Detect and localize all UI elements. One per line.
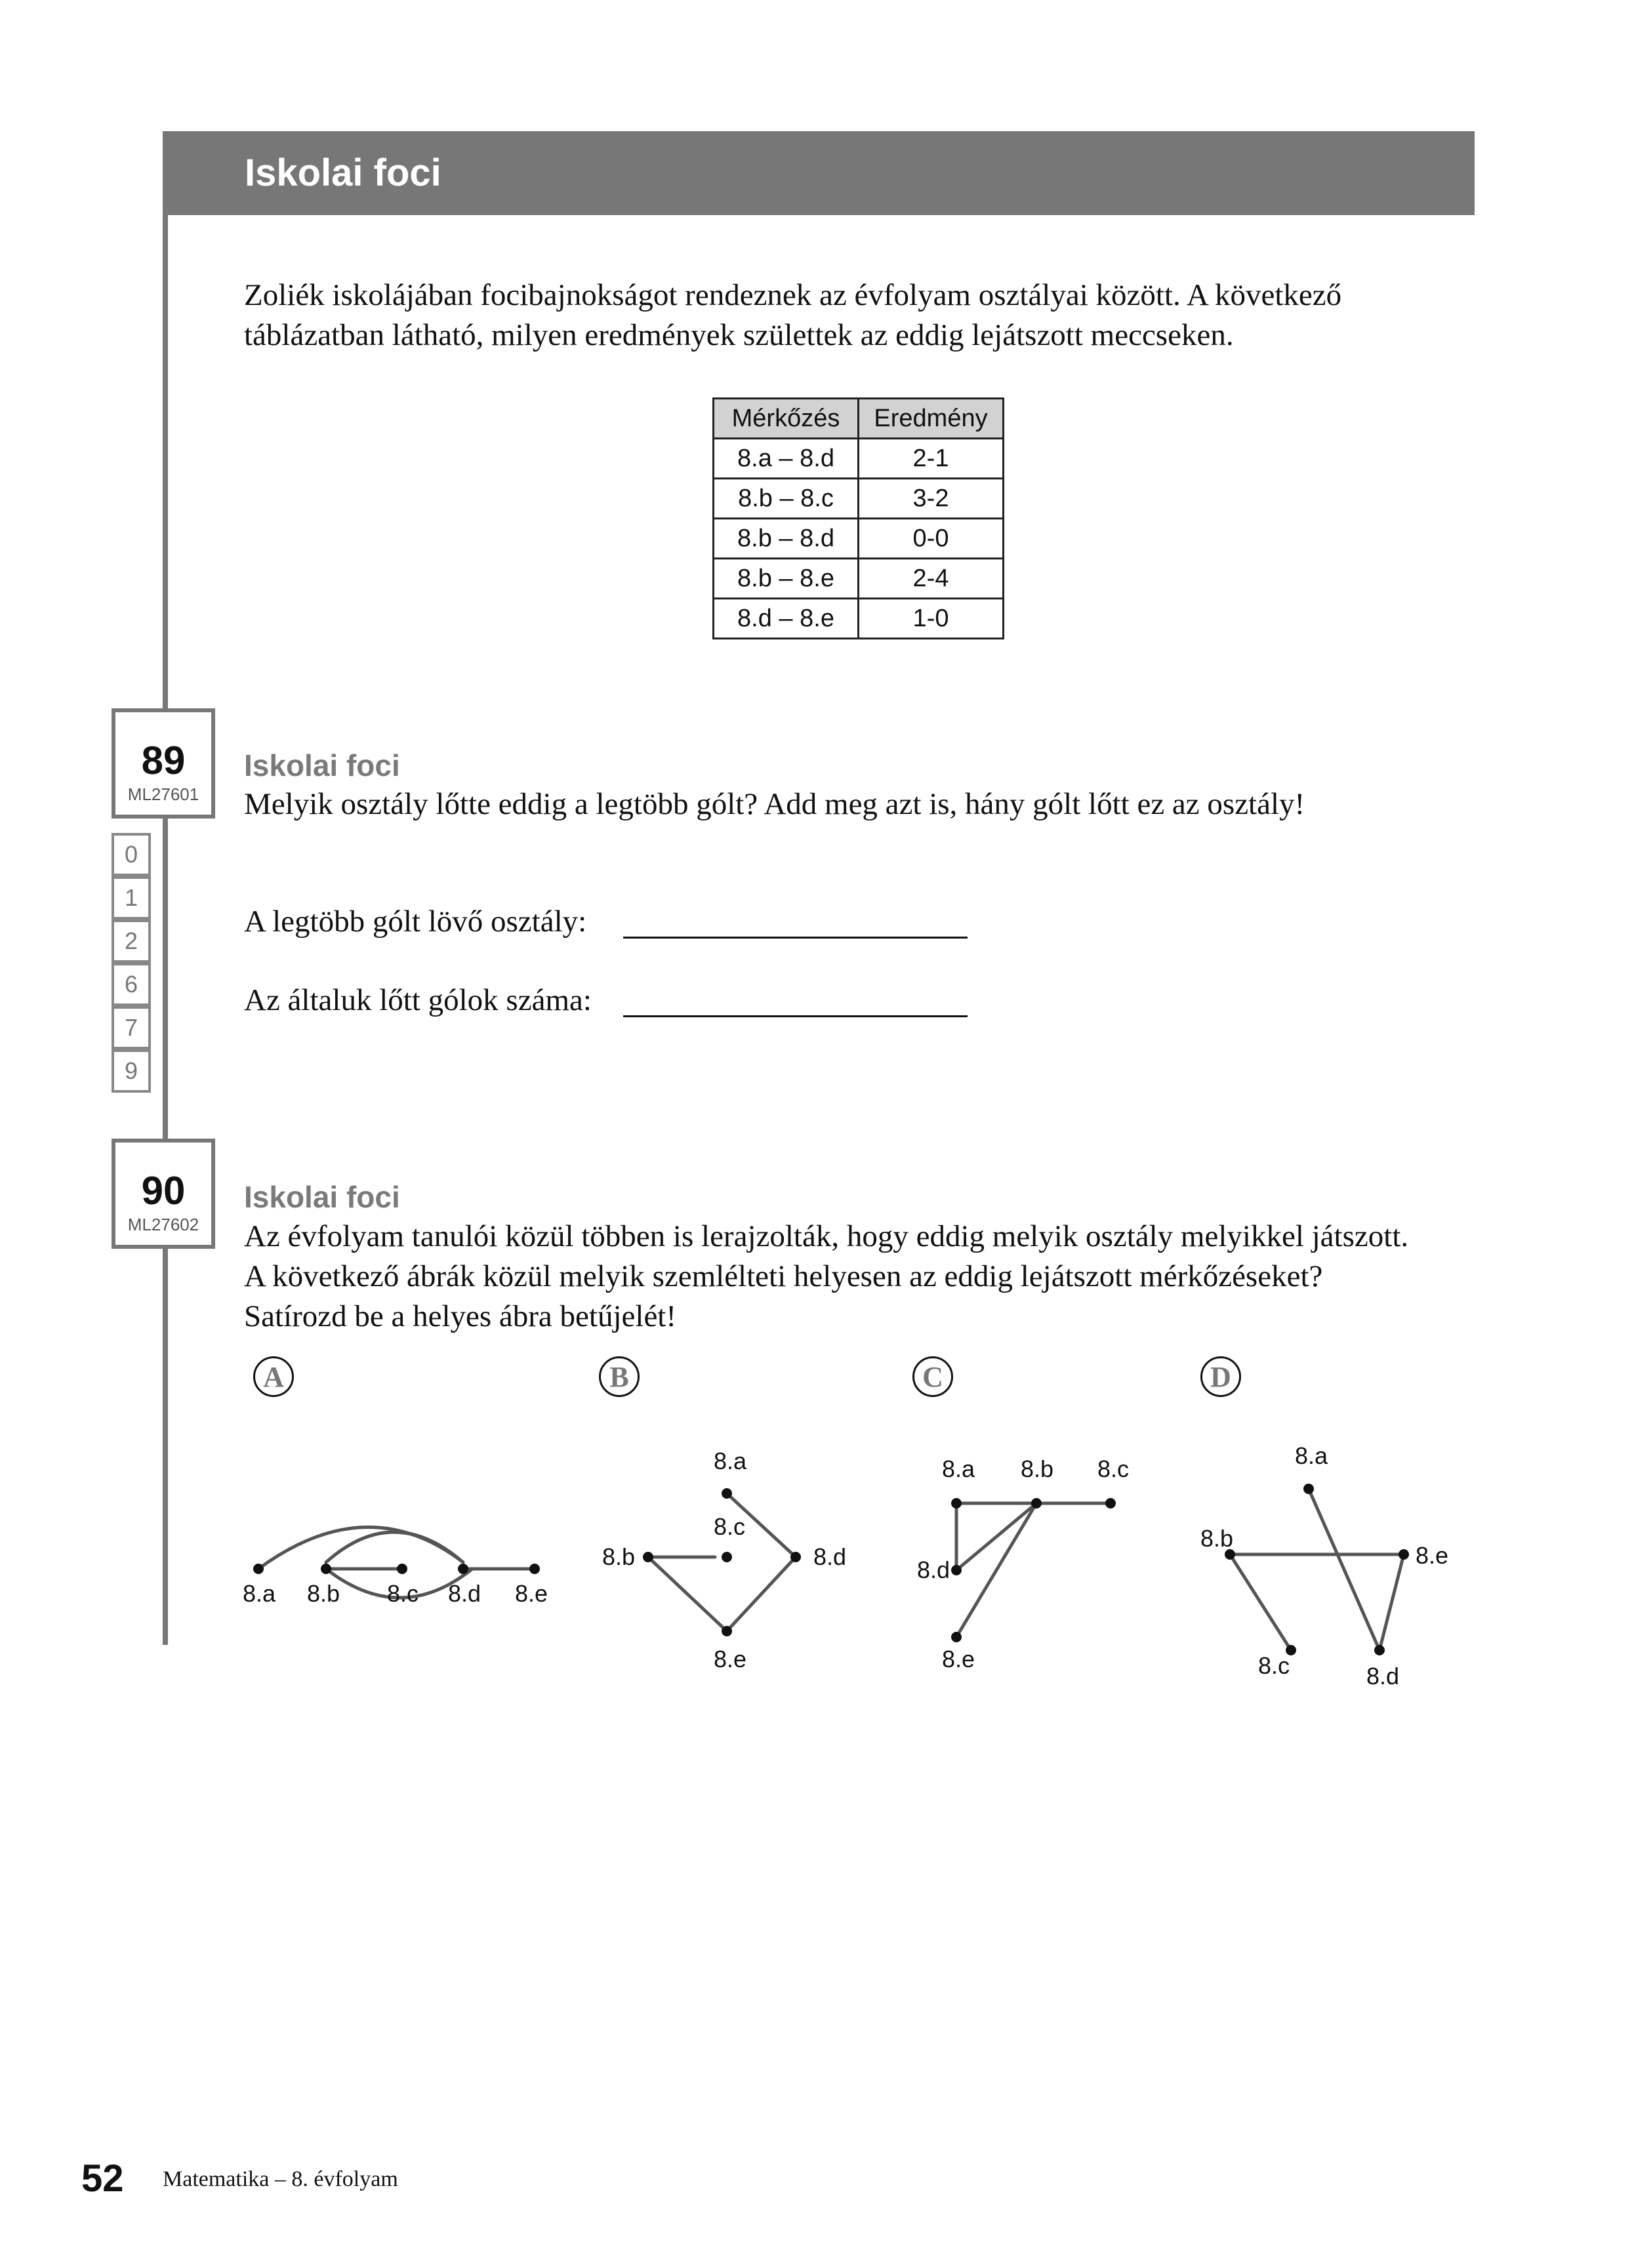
task-90-line-2: A következő ábrák közül melyik szemlélteti helyesen az eddig lejátszott mérkőzéseket?: [244, 1259, 1323, 1293]
task-89-title: Iskolai foci: [244, 748, 400, 782]
page-number: 52: [81, 2157, 124, 2200]
graph-c-label-8e: 8.e: [942, 1646, 975, 1672]
graph-d-label-8d: 8.d: [1366, 1663, 1400, 1690]
option-a-circle[interactable]: A: [253, 1356, 294, 1397]
answer-label-class: A legtöbb gólt lövő osztály:: [244, 904, 587, 939]
task-number: 89: [141, 739, 186, 782]
table-cell-result: 1-0: [859, 599, 1004, 639]
graph-d-label-8b: 8.b: [1200, 1525, 1234, 1552]
score-box-2[interactable]: 2: [112, 920, 151, 963]
graph-a: [243, 1527, 548, 1607]
graph-b-label-8e: 8.e: [714, 1646, 747, 1672]
score-box-7[interactable]: 7: [112, 1006, 151, 1049]
table-cell-match: 8.b – 8.c: [714, 479, 859, 519]
page-title: Iskolai foci: [245, 152, 441, 194]
graph-b-label-8d: 8.d: [813, 1543, 847, 1570]
table-cell-result: 3-2: [859, 479, 1004, 519]
graph-a-label-8c: 8.c: [387, 1580, 419, 1607]
graph-b: [602, 1448, 846, 1672]
task-code: ML27601: [127, 784, 199, 804]
graph-a-label-8b: 8.b: [307, 1580, 340, 1607]
intro-line-2: táblázatban látható, milyen eredmények születtek az eddig lejátszott meccseken.: [244, 318, 1234, 352]
table-cell-result: 0-0: [859, 519, 1004, 559]
intro-line-1: Zoliék iskolájában focibajnokságot rendeznek az évfolyam osztályai között. A következő: [244, 278, 1342, 312]
task-number: 90: [141, 1169, 186, 1213]
task-code: ML27602: [127, 1215, 199, 1234]
option-b-circle[interactable]: B: [599, 1356, 640, 1397]
table-cell-match: 8.a – 8.d: [714, 439, 859, 479]
table-header-match: Mérkőzés: [714, 399, 859, 439]
score-box-6[interactable]: 6: [112, 963, 151, 1006]
score-box-0[interactable]: 0: [112, 833, 151, 876]
table-cell-result: 2-1: [859, 439, 1004, 479]
score-box-1[interactable]: 1: [112, 876, 151, 920]
graph-a-label-8d: 8.d: [448, 1580, 481, 1607]
graph-c-label-8c: 8.c: [1097, 1455, 1130, 1482]
graph-a-label-8a: 8.a: [243, 1580, 276, 1607]
graph-b-label-8c: 8.c: [714, 1513, 746, 1540]
task-90-title: Iskolai foci: [244, 1180, 400, 1214]
graph-d: [1200, 1442, 1448, 1690]
graph-d-label-8c: 8.c: [1258, 1652, 1290, 1679]
option-d-circle[interactable]: D: [1200, 1356, 1241, 1397]
task-89-question: Melyik osztály lőtte eddig a legtöbb gólt? Add meg azt is, hány gólt lőtt ez az osztály!: [244, 787, 1305, 821]
graph-a-label-8e: 8.e: [515, 1580, 548, 1607]
table-header-result: Eredmény: [859, 399, 1004, 439]
option-c-circle[interactable]: C: [912, 1356, 953, 1397]
task-90-line-1: Az évfolyam tanulói közül többen is lerajzolták, hogy eddig melyik osztály melyikkel játszott.: [244, 1219, 1409, 1253]
table-cell-result: 2-4: [859, 559, 1004, 599]
graph-c-label-8d: 8.d: [917, 1556, 950, 1583]
graph-c: [917, 1455, 1129, 1672]
graph-c-label-8a: 8.a: [942, 1455, 975, 1482]
graph-b-label-8a: 8.a: [714, 1448, 747, 1474]
footer-text: Matematika – 8. évfolyam: [163, 2167, 398, 2191]
table-cell-match: 8.b – 8.e: [714, 559, 859, 599]
score-box-9[interactable]: 9: [112, 1049, 151, 1093]
graph-d-label-8e: 8.e: [1416, 1542, 1449, 1569]
table-cell-match: 8.d – 8.e: [714, 599, 859, 639]
graph-c-label-8b: 8.b: [1021, 1455, 1054, 1482]
answer-label-goals: Az általuk lőtt gólok száma:: [244, 983, 592, 1017]
graph-b-label-8b: 8.b: [602, 1543, 636, 1570]
graph-d-label-8a: 8.a: [1295, 1442, 1328, 1469]
task-90-line-3: Satírozd be a helyes ábra betűjelét!: [244, 1299, 677, 1333]
table-cell-match: 8.b – 8.d: [714, 519, 859, 559]
